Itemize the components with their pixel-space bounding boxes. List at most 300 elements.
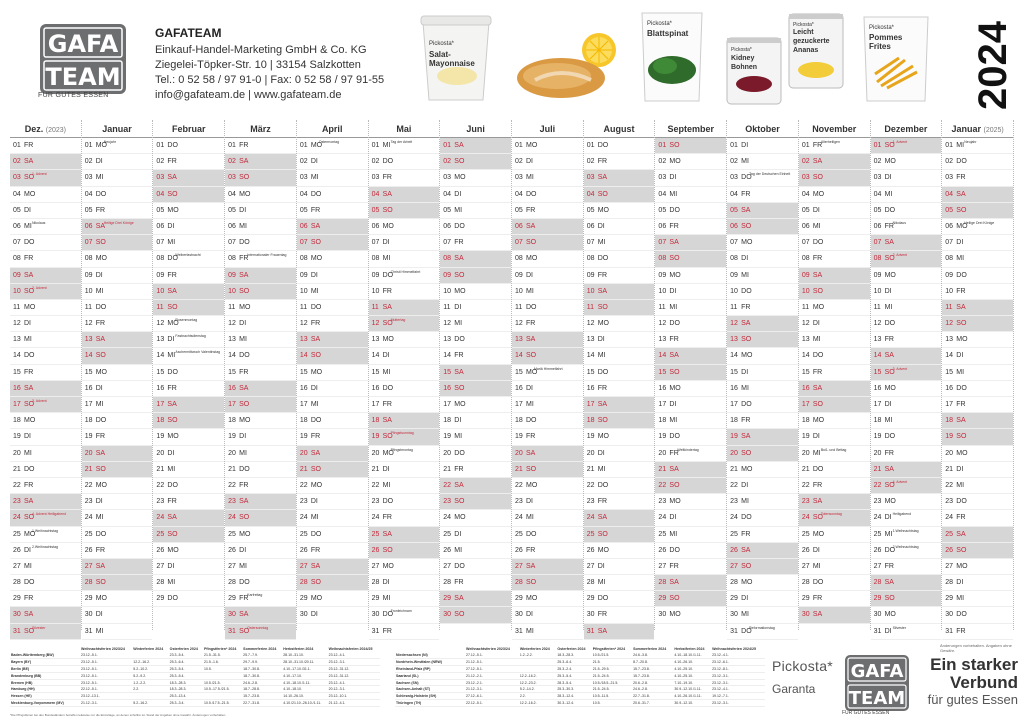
changes-note: Änderungen vorbehalten. Angaben ohne Gewähr.: [940, 643, 1012, 653]
day-number: 05: [586, 206, 595, 214]
weekday: SO: [669, 481, 680, 489]
weekday: DO: [884, 546, 896, 554]
weekday: MI: [526, 514, 534, 522]
day-number: 29: [13, 595, 21, 603]
weekday: DI: [239, 433, 247, 441]
weekday: SO: [741, 562, 752, 570]
month-column: [440, 120, 512, 630]
weekday: DI: [597, 336, 605, 344]
calendar-day: [10, 543, 81, 559]
calendar-day: [82, 316, 153, 332]
holiday-dates: 4.10.-18.10./1.11.: [282, 679, 327, 686]
calendar-day: [942, 559, 1013, 575]
day-number: 20: [443, 449, 452, 457]
weekday: FR: [95, 433, 106, 441]
weekday: SA: [24, 611, 34, 619]
weekday: FR: [526, 320, 536, 328]
weekday: SO: [95, 239, 106, 247]
weekday: MI: [239, 449, 247, 457]
calendar-day: [297, 429, 368, 445]
calendar-day: [369, 235, 440, 251]
calendar-day: [369, 381, 440, 397]
weekday: DO: [310, 303, 322, 311]
day-number: 15: [801, 368, 810, 376]
calendar-day: [655, 543, 726, 559]
weekday: SO: [382, 320, 393, 328]
month-name: November: [812, 124, 857, 134]
calendar-day: [225, 381, 296, 397]
day-number: 02: [228, 158, 236, 166]
calendar-day: [82, 494, 153, 510]
weekday: SA: [24, 271, 34, 279]
day-number: 18: [801, 417, 810, 425]
calendar-day: [10, 154, 81, 170]
day-number: 02: [515, 158, 523, 166]
day-number: 01: [801, 142, 810, 149]
day-number: 06: [84, 222, 93, 230]
weekday: SO: [167, 190, 178, 198]
day-number: 15: [945, 368, 954, 376]
calendar-day: [10, 381, 81, 397]
day-number: 05: [443, 206, 452, 214]
day-note: Silvester: [892, 625, 906, 630]
day-number: 29: [84, 595, 93, 603]
day-number: 07: [84, 239, 93, 247]
calendar-day: [655, 170, 726, 186]
calendar-day: [727, 429, 798, 445]
weekday: DI: [526, 384, 533, 392]
weekday: DO: [310, 190, 322, 198]
weekday: SA: [239, 384, 249, 392]
holiday-row: [10, 672, 380, 679]
weekday: SO: [239, 514, 250, 522]
day-number: 30: [228, 611, 236, 619]
pineapple-label: Leicht gezuckerte Ananas: [793, 29, 830, 54]
weekday: FR: [454, 579, 464, 587]
calendar-day: [153, 235, 224, 251]
holiday-dates: 10.5./18.5.-21.5.: [592, 679, 632, 686]
weekday: MO: [95, 368, 107, 376]
weekday: SA: [95, 222, 106, 230]
weekday: MO: [239, 417, 251, 425]
calendar-day: [871, 332, 942, 348]
weekday: MO: [382, 449, 394, 457]
holiday-header: Winterferien 2024: [519, 647, 550, 651]
calendar-day: [584, 494, 655, 510]
holidays-table-right: [395, 640, 765, 707]
day-number: 08: [801, 255, 810, 263]
weekday: SA: [884, 352, 894, 360]
weekday: DO: [597, 255, 609, 263]
calendar-day: [10, 624, 81, 640]
weekday: MI: [884, 417, 893, 425]
calendar-day: [440, 316, 511, 332]
day-number: 14: [945, 352, 954, 360]
day-number: 27: [586, 562, 595, 570]
day-note: Heilige Drei Könige: [964, 220, 995, 225]
calendar-day: [942, 332, 1013, 348]
day-number: 28: [443, 579, 452, 587]
holiday-dates: 28.10.-31.10./20.11.: [282, 659, 327, 666]
calendar-day: [655, 462, 726, 478]
calendar-day: [799, 332, 870, 348]
holiday-dates: [132, 693, 168, 700]
calendar-day: [10, 348, 81, 364]
weekday: MO: [884, 384, 896, 392]
calendar-day: [82, 203, 153, 219]
calendar-day: [512, 413, 583, 429]
day-number: 21: [371, 465, 380, 473]
day-note: Weiberfastnacht: [175, 253, 201, 258]
weekday: MO: [597, 433, 609, 441]
weekday: DO: [812, 352, 824, 360]
weekday: FR: [884, 562, 894, 570]
day-number: 20: [228, 449, 236, 457]
weekday: MI: [382, 481, 391, 489]
holiday-dates: 22.7.-31.8.: [242, 700, 282, 707]
weekday: MI: [597, 579, 606, 587]
calendar-day: [942, 429, 1013, 445]
day-number: 01: [586, 142, 595, 149]
day-number: 26: [443, 546, 452, 554]
day-number: 22: [515, 481, 523, 489]
day-number: 12: [371, 320, 380, 328]
holiday-row: [395, 686, 765, 693]
weekday: SO: [597, 190, 608, 198]
calendar-day: [440, 494, 511, 510]
weekday: MI: [526, 627, 534, 635]
day-number: 06: [299, 222, 308, 230]
day-number: 07: [228, 239, 236, 247]
holiday-row: [395, 652, 765, 659]
weekday: MI: [167, 579, 176, 587]
day-number: 06: [658, 222, 667, 230]
holiday-dates: 18.7.-30.8.: [242, 666, 282, 673]
calendar-day: [871, 543, 942, 559]
calendar-day: [297, 527, 368, 543]
calendar-day: [225, 559, 296, 575]
day-number: 19: [801, 433, 810, 441]
calendar-day: [225, 251, 296, 267]
day-number: 28: [586, 579, 595, 587]
weekday: MO: [24, 190, 36, 198]
day-number: 23: [443, 498, 452, 506]
weekday: MI: [812, 562, 821, 570]
day-number: 10: [13, 287, 21, 295]
weekday: FR: [597, 611, 608, 619]
spinach-label: Blattspinat: [647, 29, 689, 38]
holiday-dates: 28.3.-5.4.: [556, 679, 591, 686]
weekday: SO: [310, 579, 321, 587]
state-name: Hessen (HE): [10, 693, 80, 700]
day-number: 13: [658, 336, 667, 344]
holiday-row: [395, 679, 765, 686]
weekday: FR: [24, 368, 34, 376]
calendar-day: [655, 607, 726, 623]
day-number: 18: [13, 417, 21, 425]
weekday: DO: [956, 498, 967, 506]
day-number: 17: [515, 401, 523, 408]
weekday: FR: [956, 287, 966, 295]
day-note: Fastnachtsdienstag: [175, 334, 206, 339]
holiday-dates: 25.3.-2.4.: [556, 666, 591, 673]
day-number: 04: [515, 190, 523, 198]
calendar-day: [871, 624, 942, 640]
calendar-day: [82, 332, 153, 348]
holiday-header: Pfingstferien* 2024: [592, 647, 626, 651]
mayo-label: Salat-Mayonnaise: [429, 50, 475, 68]
calendar-day: [799, 203, 870, 219]
weekday: DO: [95, 417, 107, 425]
day-number: 16: [658, 384, 667, 392]
calendar-day: [942, 591, 1013, 607]
weekday: MI: [382, 255, 391, 263]
weekday: SO: [884, 142, 895, 149]
calendar-day: [799, 462, 870, 478]
slogan: [912, 656, 1018, 707]
weekday: SA: [24, 384, 34, 392]
holiday-dates: 27.12.-5.1.: [465, 666, 519, 673]
weekday: DI: [884, 627, 892, 635]
weekday: DO: [741, 174, 752, 182]
holiday-dates: 25.3.-5.4.: [169, 672, 203, 679]
day-number: 16: [228, 384, 236, 392]
day-note: Tag der Arbeit: [390, 140, 413, 144]
calendar-day: [82, 170, 153, 186]
day-number: 01: [658, 142, 667, 149]
weekday: SA: [526, 449, 536, 457]
calendar-day: [584, 446, 655, 462]
year-label: [971, 12, 1015, 112]
weekday: FR: [454, 239, 464, 247]
company-legal-name: Einkauf-Handel-Marketing GmbH & Co. KG: [155, 44, 367, 56]
calendar-day: [512, 624, 583, 640]
day-number: 11: [443, 303, 451, 311]
calendar-day: [512, 462, 583, 478]
day-number: 04: [371, 190, 380, 198]
calendar-day: [512, 446, 583, 462]
day-number: 15: [730, 368, 738, 376]
calendar-day: [799, 559, 870, 575]
weekday: SO: [310, 465, 321, 473]
day-number: 27: [515, 562, 523, 570]
day-number: 13: [873, 336, 882, 344]
calendar-day: [297, 170, 368, 186]
holiday-dates: 21.5.-31.5.: [203, 652, 242, 659]
holiday-header: Osterferien 2024: [169, 647, 198, 651]
calendar-day: [82, 235, 153, 251]
day-note: 1. Advent: [32, 172, 47, 177]
calendar-day: [153, 365, 224, 381]
holiday-dates: 23.12.-31.12.: [328, 666, 380, 673]
day-number: 14: [371, 352, 380, 360]
day-note: Ostermontag: [318, 140, 340, 144]
day-number: 10: [730, 287, 738, 295]
calendar-day: [584, 235, 655, 251]
calendar-day: [871, 575, 942, 591]
day-number: 09: [658, 271, 667, 279]
day-number: 24: [515, 514, 523, 522]
calendar-day: [512, 187, 583, 203]
calendar-day: [153, 510, 224, 526]
weekday: DO: [741, 514, 752, 522]
calendar-day: [871, 348, 942, 364]
calendar-day: [10, 170, 81, 186]
holiday-dates: 22.7.-31.8.: [632, 693, 673, 700]
calendar-day: [584, 510, 655, 526]
calendar-day: [153, 154, 224, 170]
calendar-day: [655, 300, 726, 316]
calendar-day: [727, 607, 798, 623]
company-name: GAFATEAM: [155, 26, 222, 40]
weekday: DI: [597, 449, 605, 457]
day-number: 25: [228, 530, 236, 538]
day-number: 16: [873, 384, 882, 392]
holiday-dates: 30.3.-12.4.: [556, 700, 591, 707]
calendar-day: [225, 203, 296, 219]
holiday-dates: [519, 666, 556, 673]
calendar-day: [584, 575, 655, 591]
day-number: 06: [945, 222, 954, 230]
day-number: 13: [13, 336, 21, 344]
calendar-day: [727, 154, 798, 170]
day-note: Pfingstmontag: [390, 447, 413, 452]
calendar-day: [512, 607, 583, 623]
holiday-dates: 5.2.-16.2.: [132, 700, 168, 707]
calendar-day: [871, 510, 942, 526]
holiday-dates: 30.9.-12.10.: [673, 700, 711, 707]
day-number: 18: [156, 417, 165, 425]
day-number: 26: [730, 546, 738, 554]
day-number: 13: [515, 336, 523, 344]
calendar-day: [584, 203, 655, 219]
day-number: 28: [156, 579, 165, 587]
mayo-brand: Pickosta*: [429, 41, 455, 47]
day-number: 11: [84, 303, 92, 311]
calendar-day: [942, 300, 1013, 316]
calendar-day: [225, 316, 296, 332]
calendar-day: [10, 478, 81, 494]
calendar-day: [225, 300, 296, 316]
day-number: 22: [586, 481, 595, 489]
day-number: 14: [13, 352, 21, 360]
weekday: SO: [239, 627, 250, 635]
calendar-day: [369, 187, 440, 203]
day-number: 18: [730, 417, 738, 425]
day-number: 14: [801, 352, 810, 360]
calendar-day: [584, 462, 655, 478]
weekday: DO: [310, 530, 322, 538]
day-number: 28: [228, 579, 236, 587]
weekday: MO: [167, 433, 179, 441]
calendar-day: [655, 138, 726, 154]
weekday: FR: [382, 401, 392, 408]
weekday: FR: [167, 271, 177, 279]
calendar-day: [10, 187, 81, 203]
calendar-day: [153, 429, 224, 445]
calendar-day: [297, 591, 368, 607]
calendar-day: [584, 527, 655, 543]
calendar-day: [369, 203, 440, 219]
day-number: 12: [84, 320, 93, 328]
day-number: 17: [443, 401, 452, 408]
holiday-dates: 23.12.-4.1.: [711, 652, 765, 659]
calendar-day: [655, 575, 726, 591]
weekday: SO: [382, 433, 393, 441]
holiday-dates: 4.10.-18.10./1.11.: [673, 652, 711, 659]
weekday: DO: [597, 481, 609, 489]
day-number: 10: [945, 287, 954, 295]
calendar-day: [871, 235, 942, 251]
day-number: 22: [299, 481, 308, 489]
day-number: 07: [658, 239, 667, 247]
weekday: SA: [597, 174, 608, 182]
calendar-day: [871, 219, 942, 235]
day-note: 1. Advent: [892, 140, 908, 144]
day-number: 27: [730, 562, 738, 570]
holiday-dates: 23.12.-8.1.: [711, 666, 765, 673]
holiday-dates: 2.2.: [519, 693, 556, 700]
day-number: 17: [801, 401, 810, 408]
holiday-header: Weihnachtsferien 2024/25: [328, 647, 373, 651]
calendar-day: [584, 591, 655, 607]
day-number: 17: [873, 401, 882, 408]
weekday: SO: [239, 401, 250, 408]
weekday: SA: [167, 287, 177, 295]
weekday: DI: [310, 498, 318, 506]
weekday: DI: [526, 498, 533, 506]
calendar-day: [440, 559, 511, 575]
holiday-row: [395, 700, 765, 707]
holiday-dates: 23.12.-4.1.: [328, 679, 380, 686]
day-number: 07: [443, 239, 452, 247]
day-number: 06: [730, 222, 738, 230]
weekday: DO: [24, 352, 35, 360]
calendar-day: [297, 268, 368, 284]
calendar-day: [10, 332, 81, 348]
day-number: 22: [873, 481, 882, 489]
day-number: 18: [299, 417, 308, 425]
weekday: DO: [24, 239, 35, 247]
day-number: 15: [371, 368, 380, 376]
weekday: DO: [382, 498, 394, 506]
calendar-day: [225, 510, 296, 526]
calendar-day: [297, 332, 368, 348]
weekday: SO: [382, 206, 393, 214]
calendar-day: [799, 300, 870, 316]
weekday: MO: [812, 417, 825, 425]
weekday: MO: [239, 530, 251, 538]
weekday: MO: [167, 546, 179, 554]
month-name: Juli: [539, 124, 556, 134]
month-column: [799, 120, 871, 630]
kidney-beans-can-image: [725, 34, 783, 106]
weekday: DI: [167, 336, 175, 344]
state-name: Saarland (SL): [395, 672, 465, 679]
day-number: 17: [586, 401, 595, 408]
weekday: SO: [526, 579, 537, 587]
day-number: 08: [371, 255, 380, 263]
day-note: Heiligabend: [892, 512, 912, 517]
day-number: 17: [84, 401, 93, 408]
calendar-day: [727, 187, 798, 203]
calendar-day: [297, 446, 368, 462]
weekday: DI: [526, 158, 533, 166]
day-number: 27: [299, 562, 308, 570]
holiday-dates: [203, 672, 242, 679]
calendar-day: [871, 138, 942, 154]
day-note: Silvester: [32, 625, 46, 630]
